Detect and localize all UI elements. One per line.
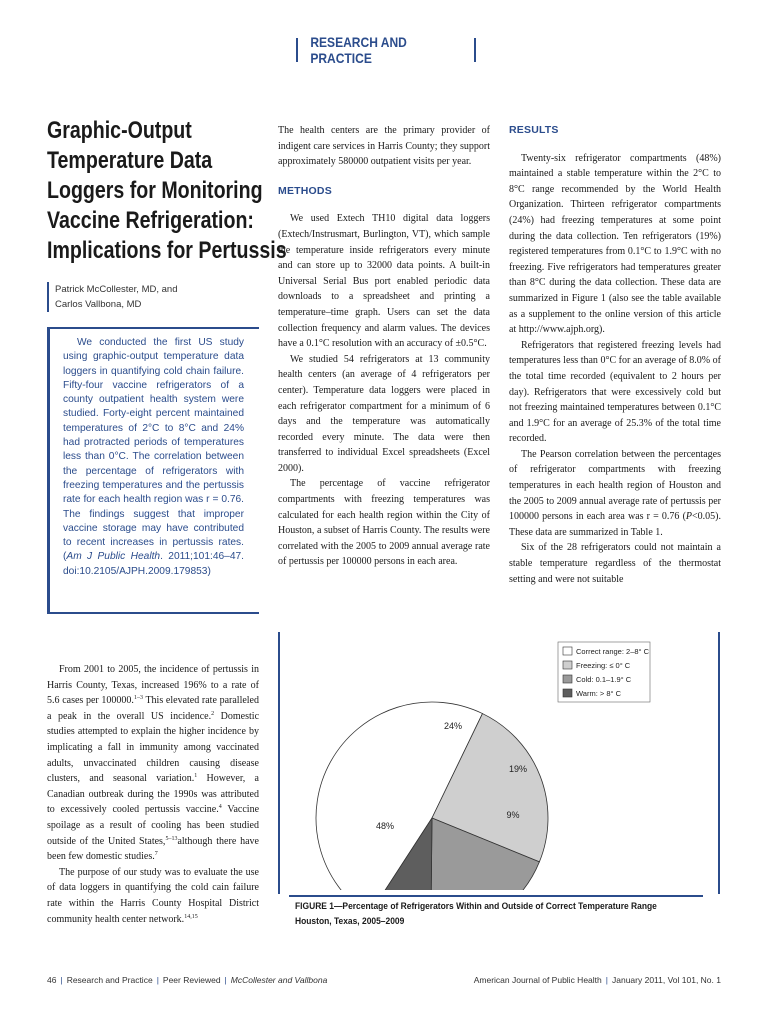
pie-data-label: 24% <box>443 721 463 731</box>
footer-section: Research and Practice <box>66 975 153 985</box>
body-column-left <box>47 662 259 927</box>
body-column-right <box>509 123 721 587</box>
legend-label: Cold: 0.1–1.9° C <box>576 675 632 684</box>
author-list <box>47 282 177 312</box>
footer-issue: January 2011, Vol 101, No. 1 <box>611 975 721 985</box>
body-column-middle <box>278 123 490 570</box>
author-line: Patrick McCollester, MD, and <box>55 284 178 295</box>
abstract-citation-journal: Am J Public Health <box>66 551 161 563</box>
legend-label: Freezing: ≤ 0° C <box>576 661 631 670</box>
body-paragraph: Twenty-six refrigerator compartments (48%) maintained a stable temperature within the 2°C to 8°C range recommended by the World Health Organization. Thirteen refrigerator compartments (24%) had freezing temperatures at some point during the data collection. Ten refrigerators (19%) registered temperatures from 0.1°C to 1.9°C with no freezing. Five refrigerators had temperatures greater than 8°C during the data collection. These data are summarized in Figure 1 (also see the table available as a supplement to the online version of this article at http://www.ajph.org). <box>509 152 721 336</box>
results-heading: RESULTS <box>509 124 559 136</box>
abstract-text: We conducted the first US study using graphic-output temperature data loggers in quantifying cold chain failure. Fifty-four vaccine refrigerators of a county outpatient health system were studied. Forty-eight percent maintained temperatures of 2°C to 8°C and 24% had protracted periods of temperatures less than 0°C. The correlation between the percentage of refrigerators with freezing temperatures and the pertussis rate for each health region was r = 0.76. The findings suggest that improper vaccine storage may have contributed to recent increases in pertussis rates. (Am J Public Health. 2011;101:46–47. doi:10.2105/AJPH.2009.179853) <box>63 337 244 577</box>
title-line: Graphic-Output <box>47 117 192 144</box>
methods-heading: METHODS <box>278 184 332 197</box>
intro-paragraph: The purpose of our study was to evaluate the use of data loggers in quantifying the cold cain failure rate within the Harris County Hospital District community health center network.$^{14,15}$ <box>47 866 259 925</box>
footer-authors: McCollester and Vallbona <box>230 975 328 985</box>
body-paragraph: Refrigerators that registered freezing levels had temperatures less than 0°C for an average of 8.0% of the total time recorded (equivalent to 2 hours per day). Refrigerators that were excessively cold but not freezing maintained temperatures between 0.1°C and 1.9°C for an average of 25.3% of the total time recorded. <box>509 339 721 445</box>
title-line: Implications for Pertussis <box>47 237 287 264</box>
author-line: Carlos Vallbona, MD <box>55 299 142 310</box>
caption-line: FIGURE 1—Percentage of Refrigerators Within and Outside of Correct Temperature Range <box>295 901 657 911</box>
legend-swatch <box>563 647 572 655</box>
pie-data-label: 9% <box>506 810 520 820</box>
footer-review: Peer Reviewed <box>162 975 221 985</box>
caption-rule <box>289 895 703 897</box>
footer-left: 46 | Research and Practice | Peer Reviewed | McCollester and Vallbona <box>47 975 328 985</box>
legend-label: Correct range: 2–8° C <box>576 647 650 656</box>
figure-caption <box>295 899 691 929</box>
chart-legend <box>558 642 650 702</box>
pie-chart <box>282 636 716 890</box>
section-header <box>296 34 476 66</box>
page-footer <box>47 975 721 985</box>
abstract-body: We conducted the first US study using graphic-output temperature data loggers in quantifying cold chain failure. Fifty-four vaccine refrigerators of a county outpatient health system were studied. Forty-eight percent maintained temperatures of 2°C to 8°C and 24% had protracted periods of temperatures less than 0°C. The correlation between the percentage of refrigerators with freezing temperatures and the pertussis rate for each health region was r = 0.76. The findings suggest that improper vaccine storage may have contributed to recent increases in pertussis rates. <box>63 337 244 549</box>
legend-swatch <box>563 675 572 683</box>
title-line: Temperature Data <box>47 147 213 174</box>
legend-swatch <box>563 689 572 697</box>
caption-line: Houston, Texas, 2005–2009 <box>295 916 405 926</box>
page-number: 46 <box>47 975 57 985</box>
body-paragraph: The health centers are the primary provider of indigent care services in Harris County; they support approximately 580000 outpatient visits per year. <box>278 125 490 168</box>
title-line: Vaccine Refrigeration: <box>47 207 254 234</box>
pie-slices <box>316 702 548 890</box>
body-paragraph: We used Extech TH10 digital data loggers (Extech/Instrusmart, Burlington, VT), which sample the temperature inside refrigerators every minute and can store up to 32000 data points. A built-in Universal Serial Bus port enabled periodic data downloads to a spreadsheet and printing a temperature–time graph. Users can set the data collection frequency and alarm values. The devices have a 0.1°C resolution with an accuracy of ±0.5°C. <box>278 213 490 350</box>
pie-data-label: 48% <box>375 821 395 831</box>
legend-swatch <box>563 661 572 669</box>
footer-journal: American Journal of Public Health <box>473 975 602 985</box>
abstract-citation-rest: . 2011;101:46–47. doi:10.2105/AJPH.2009.179853) <box>63 551 244 577</box>
title-line: Loggers for Monitoring <box>47 177 263 204</box>
body-paragraph: The percentage of vaccine refrigerator compartments with freezing temperatures was calculated for each health region within the City of Houston, a subset of Harris County. The results were correlated with the 2005 to 2009 annual average rate of pertussis per 100000 persons in each area. <box>278 478 490 568</box>
section-label: RESEARCH AND PRACTICE <box>310 34 407 66</box>
article-title <box>47 116 287 266</box>
footer-right: American Journal of Public Health | January 2011, Vol 101, No. 1 <box>473 975 721 985</box>
body-paragraph: Six of the 28 refrigerators could not maintain a stable temperature regardless of the thermostat setting and were not suitable <box>509 542 721 585</box>
intro-paragraph: From 2001 to 2005, the incidence of pertussis in Harris County, Texas, increased 196% to a rate of 5.6 cases per 100000.$^{1-3}$ This elevated rate paralleled a peak in the overall US incidence.$^2$ Domestic studies attempted to explain the higher incidence by implicating a fall in immunity among vaccinated adults, unvaccinated children causing disease clusters, and seasonal variation.$^1$ However, a Canadian outbreak during the 1990s was attributed to excessively cooled pertussis vaccine.$^4$ Vaccine spoilage as a result of cooling has been studied outside of the United States,$^{5-13}$although there have been few domestic studies.$^7$ <box>47 664 260 863</box>
legend-label: Warm: > 8° C <box>576 689 622 698</box>
pie-data-label: 19% <box>508 764 528 774</box>
body-paragraph: The Pearson correlation between the percentages of refrigerator compartments with freezing temperatures in each health region of Houston and the 2005 to 2009 annual average rate of pertussis per 100000 persons in each area was r = 0.76 (P<0.05). These data are summarized in Table 1. <box>509 448 721 538</box>
body-paragraph: We studied 54 refrigerators at 13 community health centers (an average of 4 refrigerators per center). Temperature data loggers were placed in each refrigerator compartment for a minimum of 6 days and the temperature was automatically recorded every minute. The data were then transferred to individual Excel spreadsheets (Excel 2000). <box>278 353 490 474</box>
